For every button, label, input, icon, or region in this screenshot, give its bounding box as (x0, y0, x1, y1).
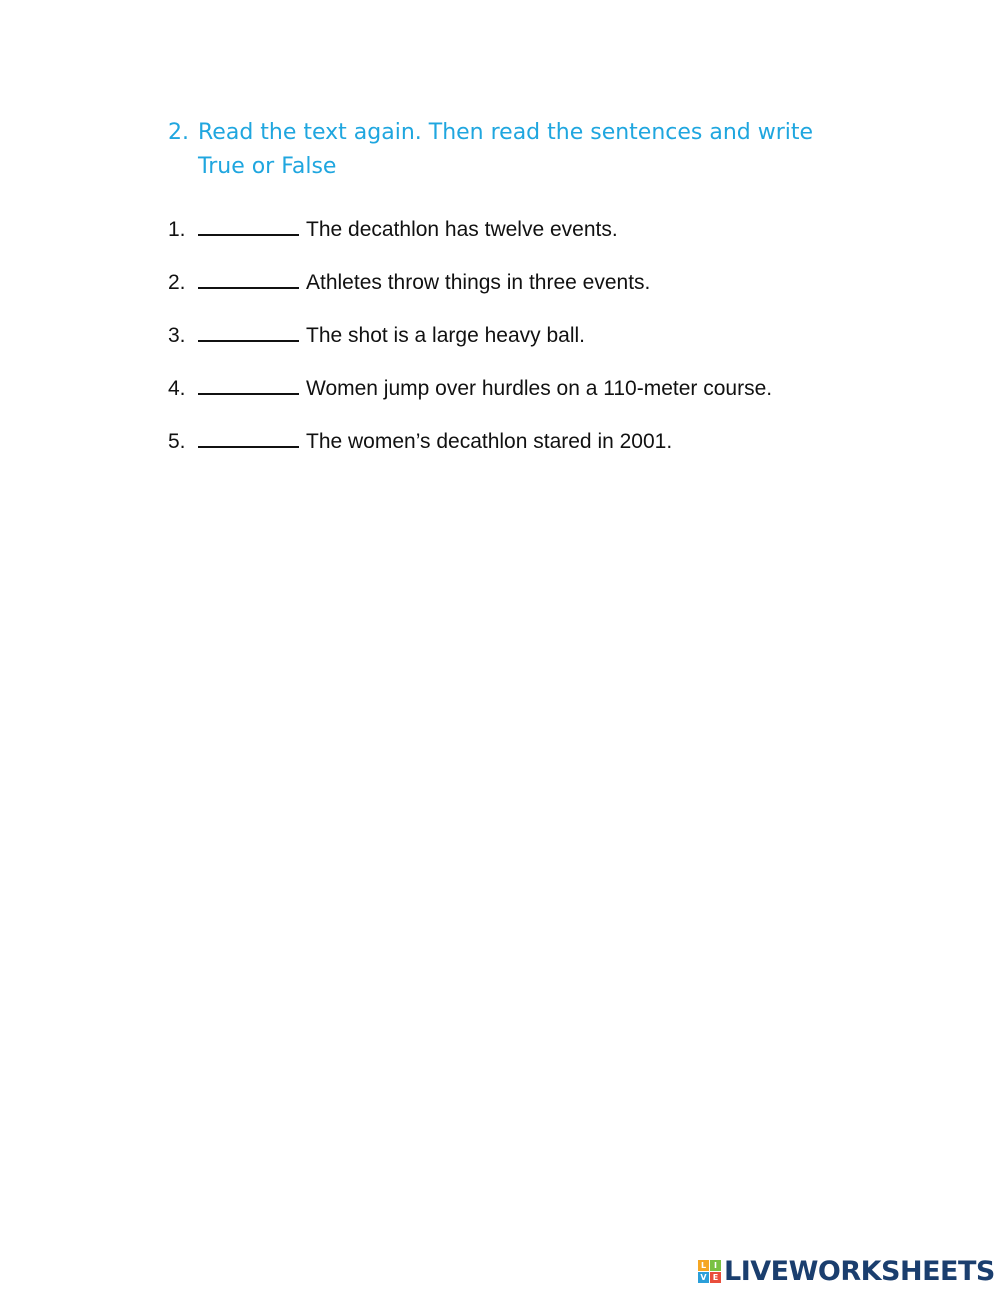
logo-mark-letter: V (698, 1272, 709, 1283)
question-item (168, 320, 968, 373)
logo-mark-letter: L (698, 1260, 709, 1271)
answer-blank-2[interactable] (198, 267, 299, 289)
answer-blank-5[interactable] (198, 426, 299, 448)
liveworksheets-logo (698, 1256, 995, 1286)
question-number: 5. (168, 430, 186, 453)
question-item (168, 373, 968, 426)
answer-blank-1[interactable] (198, 214, 299, 236)
answer-blank-3[interactable] (198, 320, 299, 342)
question-text: The women’s decathlon stared in 2001. (306, 430, 673, 453)
question-number: 1. (168, 218, 186, 241)
logo-mark-letter: E (710, 1272, 721, 1283)
question-number: 2. (168, 271, 186, 294)
question-item (168, 426, 968, 479)
question-number: 3. (168, 324, 186, 347)
answer-input-4[interactable] (198, 380, 299, 400)
question-number: 4. (168, 377, 186, 400)
question-text: Athletes throw things in three events. (306, 271, 651, 294)
question-text: Women jump over hurdles on a 110-meter course. (306, 377, 773, 400)
question-item (168, 267, 968, 320)
logo-mark-icon (698, 1260, 721, 1283)
question-text: The shot is a large heavy ball. (306, 324, 585, 347)
question-text: The decathlon has twelve events. (306, 218, 618, 241)
answer-input-1[interactable] (198, 221, 299, 241)
instruction-number: 2. (168, 120, 189, 145)
answer-input-5[interactable] (198, 433, 299, 453)
instruction-text-2: True or False (198, 154, 337, 179)
logo-wordmark: LIVEWORKSHEETS (724, 1255, 995, 1287)
instruction-line-1 (168, 116, 868, 150)
answer-blank-4[interactable] (198, 373, 299, 395)
answer-input-2[interactable] (198, 274, 299, 294)
question-list (168, 214, 968, 479)
logo-mark-letter: I (710, 1260, 721, 1271)
question-item (168, 214, 968, 267)
instruction-text-1: Read the text again. Then read the sentences and write (198, 120, 814, 145)
answer-input-3[interactable] (198, 327, 299, 347)
instruction-heading (168, 116, 868, 184)
